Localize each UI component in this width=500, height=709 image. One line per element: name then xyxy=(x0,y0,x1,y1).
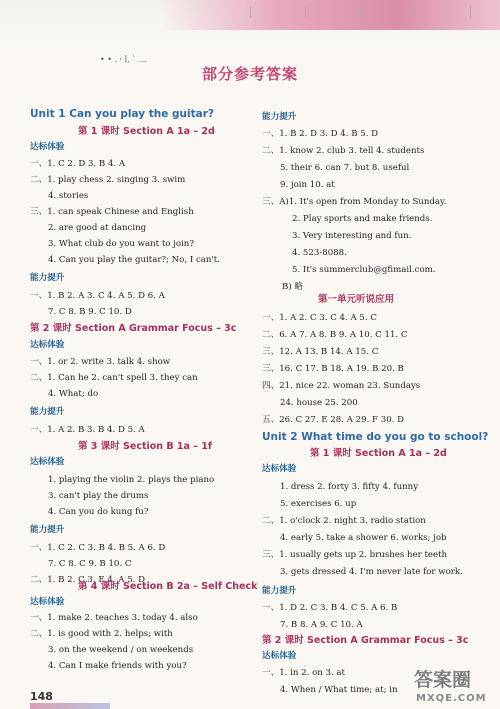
lesson-heading: 第 2 课时 Section A Grammar Focus – 3c xyxy=(30,323,237,334)
answer-line: 24. house 25. 200 xyxy=(280,398,358,408)
answer-line: 4. Can you do kung fu? xyxy=(48,507,149,517)
register-tick xyxy=(305,6,306,18)
answer-line: 四、21. nice 22. woman 23. Sundays xyxy=(262,381,421,391)
answer-line: 一、1. D 2. C 3. B 4. C 5. A 6. B xyxy=(262,603,398,613)
answer-line: 五、26. C 27. E 28. A 29. F 30. D xyxy=(262,415,405,425)
answer-line: 3. gets dressed 4. I'm never late for work. xyxy=(280,567,463,577)
answer-line: 二、6. A 7. A 8. B 9. A 10. C 11. C xyxy=(262,330,408,340)
register-tick xyxy=(360,6,361,18)
footer-decoration xyxy=(30,703,110,709)
answer-line: 4. What; do xyxy=(48,389,99,399)
section-tag: 达标体验 xyxy=(30,142,65,152)
answer-line: 3. Very interesting and fun. xyxy=(292,231,412,241)
answer-line: 4. stories xyxy=(48,191,89,201)
answer-line: 一、1. B 2. A 3. C 4. A 5. D 6. A xyxy=(30,291,165,301)
section-tag: 达标体验 xyxy=(30,340,65,350)
section-tag: 达标体验 xyxy=(30,457,65,467)
page-title: 部分参考答案 xyxy=(201,65,298,83)
page-number: 148 xyxy=(30,690,53,703)
section-tag: 达标体验 xyxy=(262,464,297,474)
answer-line: 一、1. A 2. C 3. C 4. A 5. C xyxy=(262,313,377,323)
handwritten-scribble: • • . ˒ l, ` ... xyxy=(100,55,147,64)
answer-line: 5. exercises 6. up xyxy=(280,499,357,509)
register-tick xyxy=(415,6,416,18)
section-tag: 达标体验 xyxy=(30,597,65,607)
lesson-heading: 第 4 课时 Section B 2a – Self Check xyxy=(78,581,258,592)
answer-line: 三、16. C 17. B 18. A 19. B 20. B xyxy=(262,364,404,374)
answer-line: 二、1. o'clock 2. night 3. radio station xyxy=(262,516,426,526)
answer-line: 7. C 8. C 9. B 10. C xyxy=(48,559,132,569)
answer-line: 三、1. can speak Chinese and English xyxy=(30,207,194,217)
answer-line: 5. their 6. can 7. but 8. useful xyxy=(280,163,410,173)
lesson-heading: 第 3 课时 Section B 1a – 1f xyxy=(78,441,213,452)
lesson-heading: 第一单元听说应用 xyxy=(318,294,395,305)
answer-line: 4. When / What time; at; in xyxy=(280,685,398,695)
answer-line: 二、1. know 2. club 3. tell 4. students xyxy=(262,146,425,156)
watermark-text: 答案圈 xyxy=(414,669,472,691)
answer-line: 一、1. C 2. C 3. B 4. B 5. A 6. D xyxy=(30,543,166,553)
section-tag: 能力提升 xyxy=(262,586,297,596)
section-tag: 能力提升 xyxy=(30,525,65,535)
answer-line: 一、1. in 2. on 3. at xyxy=(262,668,346,678)
pink-header-strip xyxy=(160,0,500,30)
answer-line: 7. C 8. B 9. C 10. D xyxy=(48,307,132,317)
answer-line: 4. 523-8088. xyxy=(292,248,347,258)
answer-line: 一、1. A 2. B 3. B 4. D 5. A xyxy=(30,425,145,435)
answer-line: B) 略 xyxy=(282,282,303,292)
answer-line: 三、A)1. It's open from Monday to Sunday. xyxy=(262,197,447,207)
answer-line: 一、1. B 2. D 3. D 4. B 5. D xyxy=(262,129,379,139)
answer-line: 二、1. Can he 2. can't spell 3. they can xyxy=(30,373,198,383)
answer-line: 一、1. make 2. teaches 3. today 4. also xyxy=(30,613,198,623)
answer-line: 三、12. A 13. B 14. A 15. C xyxy=(262,347,379,357)
answer-line: 4. Can I make friends with you? xyxy=(48,661,187,671)
lesson-heading: 第 1 课时 Section A 1a – 2d xyxy=(310,448,447,459)
answer-line: 1. dress 2. forty 3. fifty 4. funny xyxy=(280,482,419,492)
answer-line: 3. on the weekend / on weekends xyxy=(48,645,194,655)
answer-line: 3. What club do you want to join? xyxy=(48,239,194,249)
answer-line: 2. Play sports and make friends. xyxy=(292,214,433,224)
answer-line: 一、1. C 2. D 3. B 4. A xyxy=(30,159,126,169)
section-tag: 能力提升 xyxy=(30,407,65,417)
section-tag: 能力提升 xyxy=(30,273,65,283)
answer-line: 二、1. B 2. C 3. E 4. A 5. D xyxy=(30,575,146,585)
answer-line: 2. are good at dancing xyxy=(48,223,147,233)
answer-line: 9. join 10. at xyxy=(280,180,335,190)
watermark-url: MXQE.COM xyxy=(416,693,487,704)
answer-line: 7. B 8. A 9. C 10. A xyxy=(280,620,363,630)
answer-line: 4. early 5. take a shower 6. works; job xyxy=(280,533,447,543)
answer-line: 二、1. play chess 2. singing 3. swim xyxy=(30,175,186,185)
answer-line: 3. can't play the drums xyxy=(48,491,149,501)
section-tag: 能力提升 xyxy=(262,112,297,122)
register-tick xyxy=(470,6,471,18)
register-tick xyxy=(250,6,251,18)
answer-line: 一、1. or 2. write 3. talk 4. show xyxy=(30,357,171,367)
answer-line: 三、1. usually gets up 2. brushes her teeth xyxy=(262,550,448,560)
answer-line: 1. playing the violin 2. plays the piano xyxy=(48,475,215,485)
lesson-heading: 第 2 课时 Section A Grammar Focus – 3c xyxy=(262,635,469,646)
watermark-logo xyxy=(412,664,494,706)
section-tag: 达标体验 xyxy=(262,651,297,661)
unit-heading: Unit 1 Can you play the guitar? xyxy=(30,108,214,120)
lesson-heading: 第 1 课时 Section A 1a – 2d xyxy=(78,126,215,137)
answer-line: 5. It's summerclub@gfimail.com. xyxy=(292,265,436,275)
answer-line: 二、1. is good with 2. helps; with xyxy=(30,629,173,639)
unit-heading: Unit 2 What time do you go to school? xyxy=(262,431,489,443)
answer-line: 4. Can you play the guitar?; No, I can't. xyxy=(48,255,220,265)
